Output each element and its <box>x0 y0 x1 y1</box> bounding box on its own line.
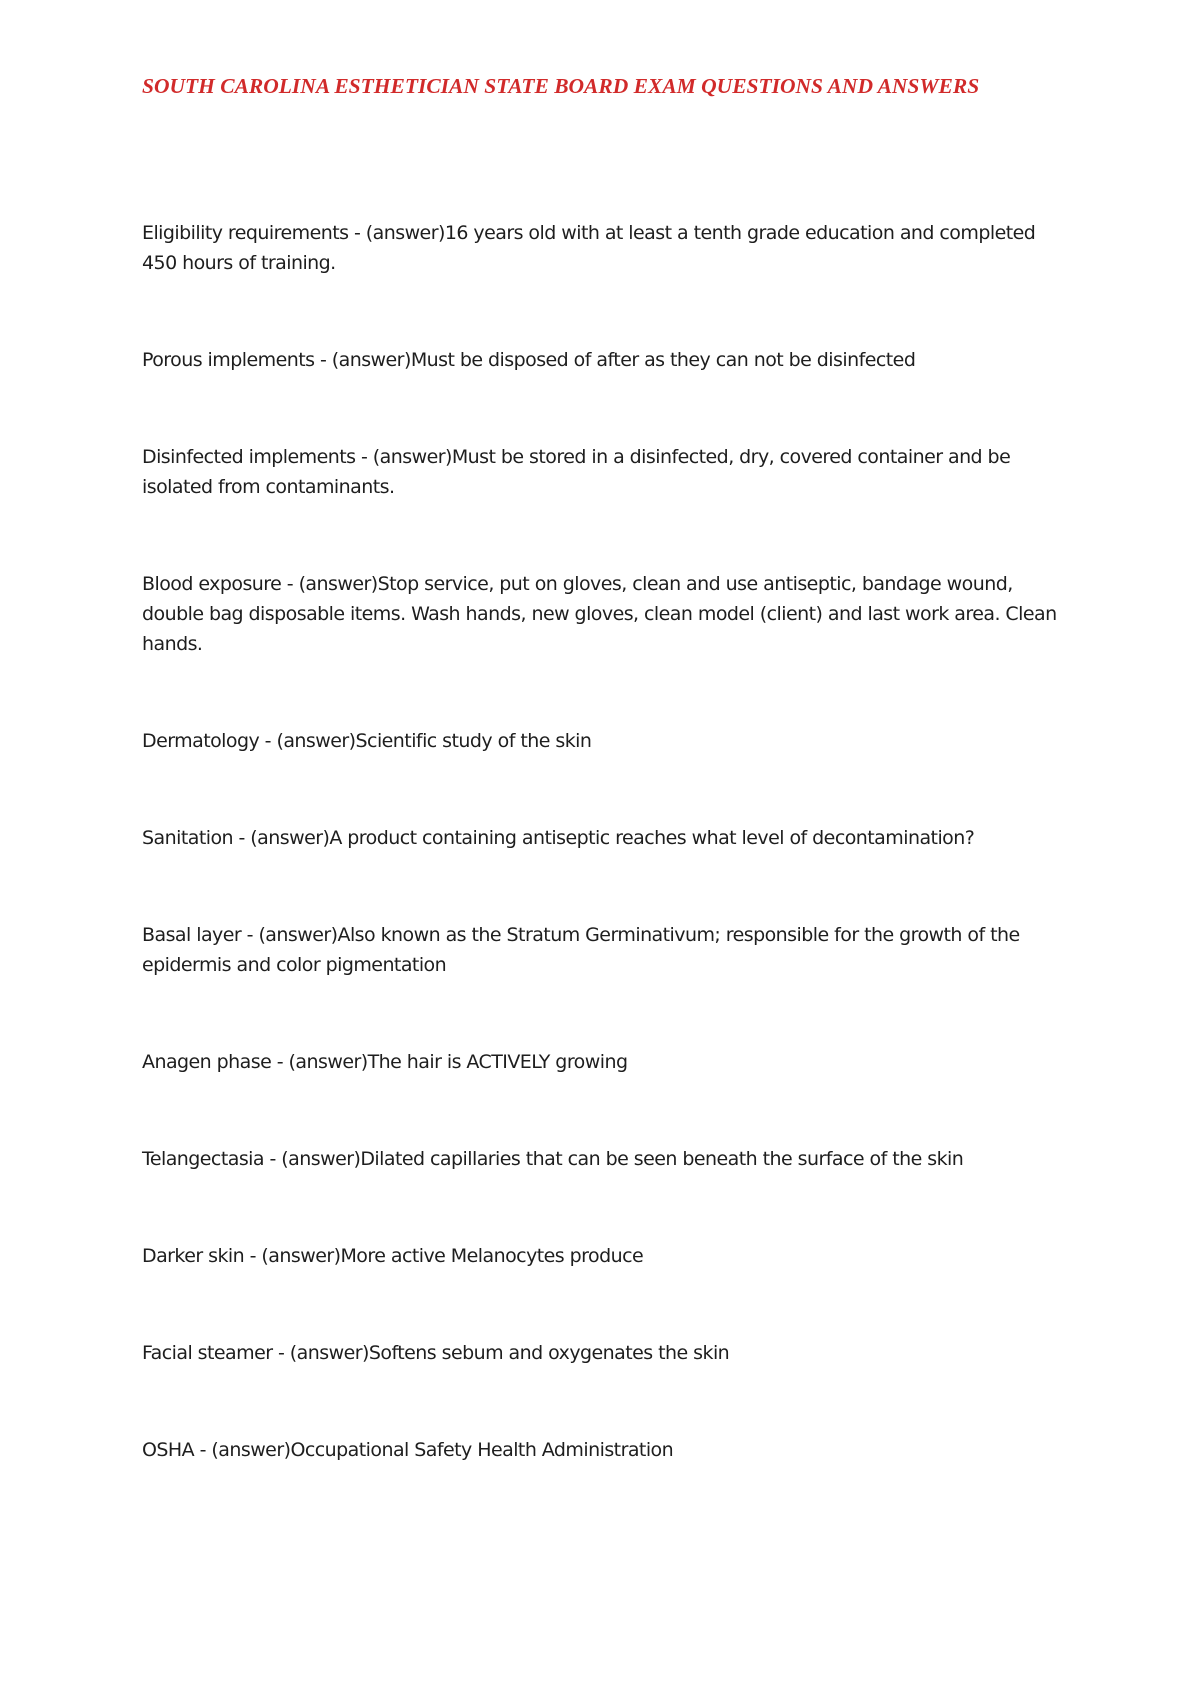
qa-separator: - (answer) <box>355 446 452 468</box>
qa-entry <box>142 1144 1062 1174</box>
qa-entry <box>142 218 1062 278</box>
qa-answer: More active Melanocytes produce <box>340 1245 644 1267</box>
qa-answer: Dilated capillaries that can be seen beneath the surface of the skin <box>360 1148 964 1170</box>
qa-term: Blood exposure <box>142 573 282 595</box>
qa-term: Basal layer <box>142 924 242 946</box>
qa-answer: A product containing antiseptic reaches what level of decontamination? <box>329 827 975 849</box>
qa-entry <box>142 1338 1062 1368</box>
qa-entry <box>142 442 1062 502</box>
qa-entry <box>142 345 1062 375</box>
qa-term: Eligibility requirements <box>142 222 349 244</box>
qa-separator: - (answer) <box>271 1051 368 1073</box>
qa-separator: - (answer) <box>314 349 411 371</box>
qa-answer: Scientific study of the skin <box>355 730 592 752</box>
qa-entry <box>142 823 1062 853</box>
qa-term: OSHA <box>142 1439 195 1461</box>
qa-answer: Must be stored in a disinfected, dry, covered container and be isolated from contaminants. <box>142 446 1011 498</box>
qa-answer: Must be disposed of after as they can not be disinfected <box>410 349 916 371</box>
qa-term: Darker skin <box>142 1245 245 1267</box>
qa-term: Facial steamer <box>142 1342 273 1364</box>
qa-list <box>142 218 1062 1465</box>
qa-separator: - (answer) <box>241 924 338 946</box>
qa-separator: - (answer) <box>194 1439 291 1461</box>
qa-term: Dermatology <box>142 730 260 752</box>
qa-entry <box>142 1241 1062 1271</box>
qa-term: Anagen phase <box>142 1051 272 1073</box>
document-title: SOUTH CAROLINA ESTHETICIAN STATE BOARD EXAM QUESTIONS AND ANSWERS <box>142 74 980 98</box>
qa-separator: - (answer) <box>244 1245 341 1267</box>
qa-separator: - (answer) <box>272 1342 369 1364</box>
qa-entry <box>142 726 1062 756</box>
qa-separator: - (answer) <box>264 1148 361 1170</box>
qa-term: Telangectasia <box>142 1148 264 1170</box>
qa-separator: - (answer) <box>281 573 378 595</box>
qa-entry <box>142 1047 1062 1077</box>
qa-answer: Also known as the Stratum Germinativum; responsible for the growth of the epidermis and color pigmentation <box>142 924 1020 976</box>
qa-separator: - (answer) <box>259 730 356 752</box>
qa-entry <box>142 920 1062 980</box>
qa-entry <box>142 1435 1062 1465</box>
qa-entry <box>142 569 1062 659</box>
qa-answer: Softens sebum and oxygenates the skin <box>368 1342 730 1364</box>
qa-term: Porous implements <box>142 349 315 371</box>
qa-term: Sanitation <box>142 827 234 849</box>
qa-separator: - (answer) <box>348 222 445 244</box>
qa-separator: - (answer) <box>233 827 330 849</box>
qa-term: Disinfected implements <box>142 446 356 468</box>
qa-answer: 16 years old with at least a tenth grade education and completed 450 hours of training. <box>142 222 1036 274</box>
qa-answer: The hair is ACTIVELY growing <box>367 1051 628 1073</box>
qa-answer: Occupational Safety Health Administration <box>290 1439 674 1461</box>
qa-answer: Stop service, put on gloves, clean and use antiseptic, bandage wound, double bag disposable items. Wash hands, new gloves, clean model (client) and last work area. Clean hands. <box>142 573 1057 655</box>
